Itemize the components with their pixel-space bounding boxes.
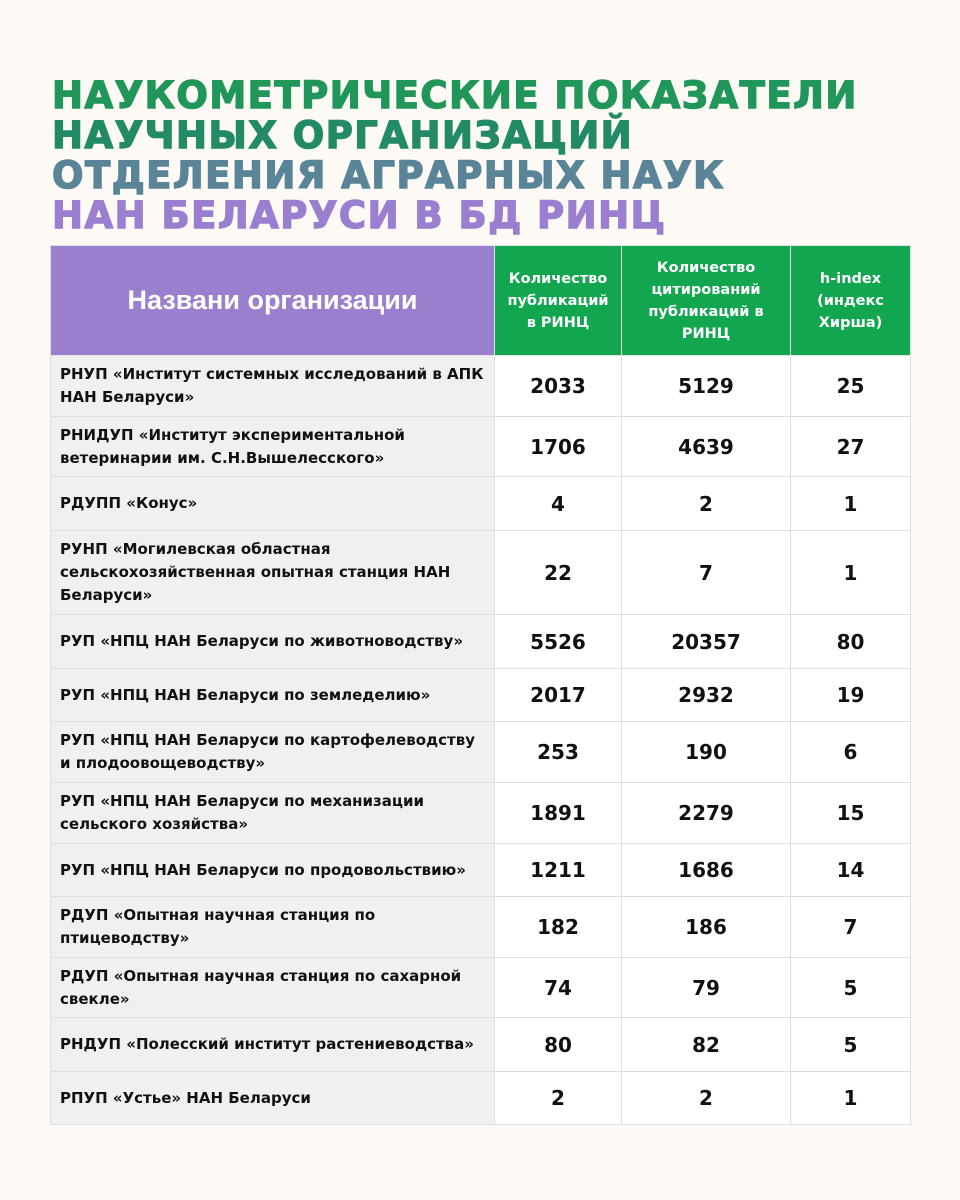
title-line-3: ОТДЕЛЕНИЯ АГРАРНЫХ НАУК xyxy=(52,154,725,197)
table-row xyxy=(51,958,911,1018)
citations-cell: 186 xyxy=(622,897,791,958)
org-name-cell: РУНП «Могилевская областная сельскохозяйственная опытная станция НАН Беларуси» xyxy=(51,531,495,615)
org-name-cell: РУП «НПЦ НАН Беларуси по картофелеводству и плодоовощеводству» xyxy=(51,722,495,783)
citations-cell: 2279 xyxy=(622,783,791,844)
column-header-citations: Количество цитирований публикаций в РИНЦ xyxy=(622,246,791,356)
h-index-cell: 19 xyxy=(791,669,911,722)
org-name-cell: РНДУП «Полесский институт растениеводства» xyxy=(51,1018,495,1072)
table-row xyxy=(51,356,911,417)
table-row xyxy=(51,669,911,722)
citations-cell: 190 xyxy=(622,722,791,783)
citations-cell: 4639 xyxy=(622,417,791,477)
table-row xyxy=(51,722,911,783)
h-index-cell: 27 xyxy=(791,417,911,477)
table-row xyxy=(51,1072,911,1125)
title-line-2: НАУЧНЫХ ОРГАНИЗАЦИЙ xyxy=(52,114,634,157)
org-name-cell: РДУП «Опытная научная станция по сахарной свекле» xyxy=(51,958,495,1018)
org-name-cell: РДУП «Опытная научная станция по птицеводству» xyxy=(51,897,495,958)
h-index-cell: 25 xyxy=(791,356,911,417)
citations-cell: 1686 xyxy=(622,844,791,897)
publications-cell: 1706 xyxy=(495,417,622,477)
publications-cell: 74 xyxy=(495,958,622,1018)
org-name-cell: РДУПП «Конус» xyxy=(51,477,495,531)
table-row xyxy=(51,1018,911,1072)
citations-cell: 82 xyxy=(622,1018,791,1072)
citations-cell: 2932 xyxy=(622,669,791,722)
publications-cell: 182 xyxy=(495,897,622,958)
citations-cell: 79 xyxy=(622,958,791,1018)
h-index-cell: 15 xyxy=(791,783,911,844)
org-name-cell: РПУП «Устье» НАН Беларуси xyxy=(51,1072,495,1125)
org-name-cell: РУП «НПЦ НАН Беларуси по продовольствию» xyxy=(51,844,495,897)
table-body xyxy=(51,356,911,1125)
h-index-cell: 1 xyxy=(791,477,911,531)
publications-cell: 4 xyxy=(495,477,622,531)
title-line-1: НАУКОМЕТРИЧЕСКИЕ ПОКАЗАТЕЛИ xyxy=(52,74,858,117)
org-name-cell: РНУП «Институт системных исследований в АПК НАН Беларуси» xyxy=(51,356,495,417)
citations-cell: 5129 xyxy=(622,356,791,417)
citations-cell: 7 xyxy=(622,531,791,615)
h-index-cell: 1 xyxy=(791,531,911,615)
publications-cell: 2033 xyxy=(495,356,622,417)
metrics-table xyxy=(50,245,911,1125)
citations-cell: 20357 xyxy=(622,615,791,669)
h-index-cell: 80 xyxy=(791,615,911,669)
table-row xyxy=(51,897,911,958)
h-index-cell: 14 xyxy=(791,844,911,897)
publications-cell: 22 xyxy=(495,531,622,615)
publications-cell: 2 xyxy=(495,1072,622,1125)
table-row xyxy=(51,531,911,615)
h-index-cell: 1 xyxy=(791,1072,911,1125)
publications-cell: 1211 xyxy=(495,844,622,897)
org-name-cell: РУП «НПЦ НАН Беларуси по механизации сельского хозяйства» xyxy=(51,783,495,844)
column-header-publications: Количество публикаций в РИНЦ xyxy=(495,246,622,356)
table-row xyxy=(51,477,911,531)
page-title xyxy=(52,76,932,236)
publications-cell: 253 xyxy=(495,722,622,783)
citations-cell: 2 xyxy=(622,1072,791,1125)
h-index-cell: 5 xyxy=(791,1018,911,1072)
table-row xyxy=(51,844,911,897)
publications-cell: 2017 xyxy=(495,669,622,722)
table-header-row xyxy=(51,246,911,356)
table-row xyxy=(51,615,911,669)
h-index-cell: 5 xyxy=(791,958,911,1018)
publications-cell: 80 xyxy=(495,1018,622,1072)
publications-cell: 1891 xyxy=(495,783,622,844)
h-index-cell: 7 xyxy=(791,897,911,958)
table-row xyxy=(51,417,911,477)
org-name-cell: РУП «НПЦ НАН Беларуси по земледелию» xyxy=(51,669,495,722)
h-index-cell: 6 xyxy=(791,722,911,783)
table-row xyxy=(51,783,911,844)
publications-cell: 5526 xyxy=(495,615,622,669)
title-line-4: НАН БЕЛАРУСИ В БД РИНЦ xyxy=(52,194,667,237)
citations-cell: 2 xyxy=(622,477,791,531)
org-name-cell: РУП «НПЦ НАН Беларуси по животноводству» xyxy=(51,615,495,669)
column-header-h-index: h-index (индекс Хирша) xyxy=(791,246,911,356)
org-name-cell: РНИДУП «Институт экспериментальной ветеринарии им. С.Н.Вышелесского» xyxy=(51,417,495,477)
column-header-name: Названи организации xyxy=(51,246,495,356)
